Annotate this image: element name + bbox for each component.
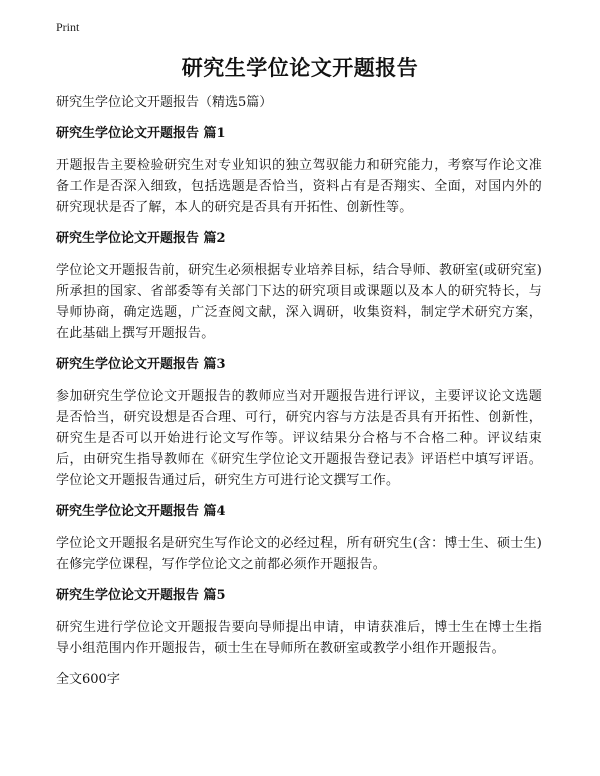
section-3: [56, 356, 542, 491]
section-body: 参加研究生学位论文开题报告的教师应当对开题报告进行评议，主要评议论文选题是否恰当，研究设想是否合理、可行，研究内容与方法是否具有开拓性、创新性，研究生是否可以开始进行论文写作等。评议结果分合格与不合格二种。评议结束后，由研究生指导教师在《研究生学位论文开题报告登记表》评语栏中填写评语。学位论文开题报告通过后，研究生方可进行论文撰写工作。: [56, 389, 542, 488]
document-subtitle: 研究生学位论文开题报告（精选5篇）: [56, 95, 273, 110]
section-5: [56, 587, 542, 659]
section-4: [56, 503, 542, 575]
print-link[interactable]: Print: [56, 20, 80, 34]
section-body: 学位论文开题报告前，研究生必须根据专业培养目标，结合导师、教研室(或研究室)所承担的国家、省部委等有关部门下达的研究项目或课题以及本人的研究特长，与导师协商，确定选题，广泛查阅文献，深入调研，收集资料，制定学术研究方案，在此基础上撰写开题报告。: [56, 263, 542, 341]
section-body: 学位论文开题报名是研究生写作论文的必经过程，所有研究生(含：博士生、硕士生)在修完学位课程，写作学位论文之前都必须作开题报告。: [56, 536, 542, 572]
section-heading: 研究生学位论文开题报告 篇2: [56, 231, 226, 246]
section-heading: 研究生学位论文开题报告 篇1: [56, 126, 226, 141]
section-body: 开题报告主要检验研究生对专业知识的独立驾驭能力和研究能力，考察写作论文准备工作是否深入细致，包括选题是否恰当，资料占有是否翔实、全面，对国内外的研究现状是否了解，本人的研究是否具有开拓性、创新性等。: [56, 158, 542, 215]
word-count: 全文600字: [56, 672, 120, 687]
section-heading: 研究生学位论文开题报告 篇5: [56, 588, 226, 603]
section-body: 研究生进行学位论文开题报告要向导师提出申请，申请获准后，博士生在博士生指导小组范围内作开题报告，硕士生在导师所在教研室或教学小组作开题报告。: [56, 620, 542, 656]
section-heading: 研究生学位论文开题报告 篇3: [56, 357, 226, 372]
section-1: [56, 125, 542, 218]
page-title: 研究生学位论文开题报告: [181, 55, 419, 80]
section-2: [56, 230, 542, 344]
section-heading: 研究生学位论文开题报告 篇4: [56, 504, 226, 519]
document-content: [56, 94, 542, 689]
